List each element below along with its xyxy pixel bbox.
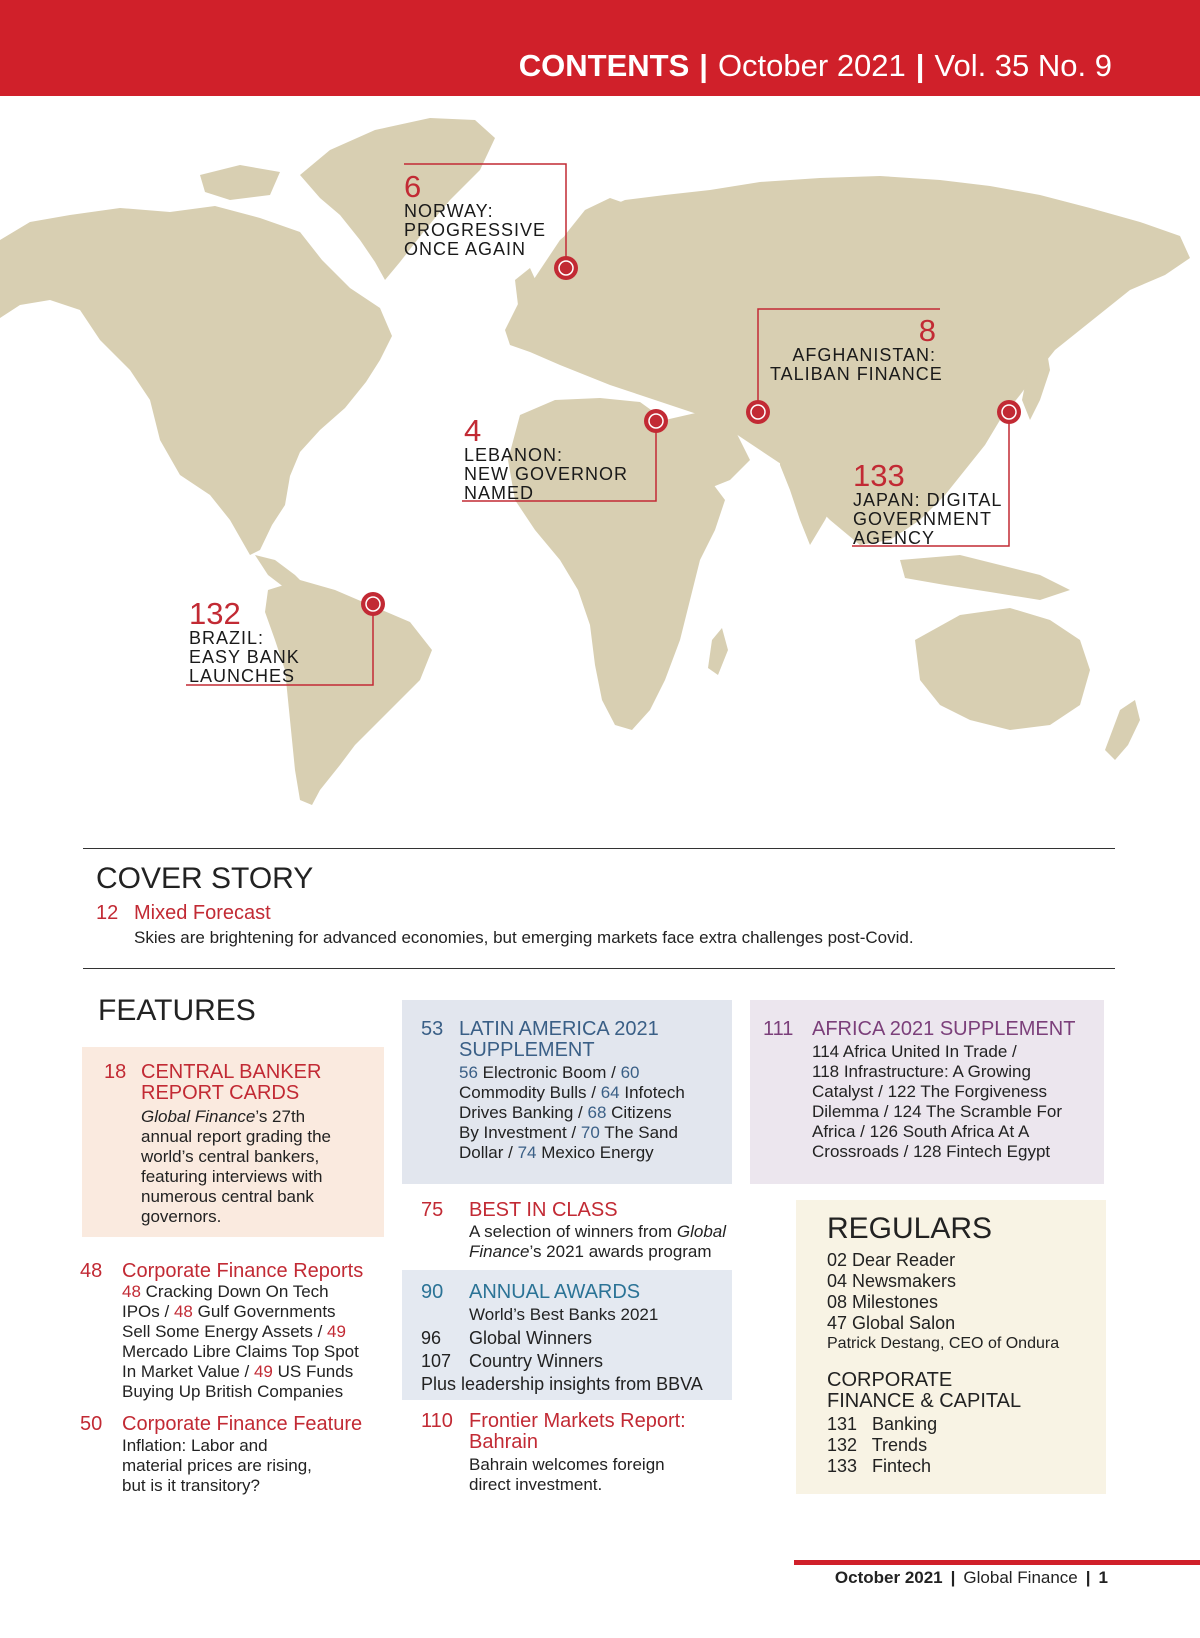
best-in-class-page: 75 — [421, 1199, 444, 1221]
best-in-class-headline[interactable]: BEST IN CLASS — [469, 1199, 618, 1221]
footer-separator: | — [950, 1568, 956, 1587]
marker-afghanistan — [746, 400, 770, 424]
callout-afghanistan[interactable] — [770, 313, 943, 384]
issue-date: October 2021 — [717, 48, 906, 83]
callout-text: NORWAY: PROGRESSIVE ONCE AGAIN — [404, 201, 547, 259]
africa-body: 114 Africa United In Trade / 118 Infrastructure: A Growing Catalyst / 122 The Forgiveness Dilemma / 124 The Scramble For Africa / 126 South Africa At A Crossroads / 128 Fintech Egypt — [812, 1042, 1063, 1161]
central-banker-body — [141, 1107, 381, 1227]
contents-label: CONTENTS — [518, 48, 690, 83]
frontier-page: 110 — [421, 1410, 453, 1432]
body-text: Mercado Libre Claims Top Spot In Market Value / — [122, 1342, 359, 1381]
cover-story-title: COVER STORY — [96, 862, 314, 895]
regular-item-dear-reader[interactable]: 02 Dear Reader — [827, 1250, 956, 1270]
header-separator: | — [915, 48, 925, 83]
header-bar — [0, 0, 1200, 96]
corp-feature-body: Inflation: Labor and material prices are rising, but is it transitory? — [122, 1436, 312, 1495]
corp-reports-headline[interactable]: Corporate Finance Reports — [122, 1260, 364, 1282]
awards-note: Plus leadership insights from BBVA — [421, 1374, 703, 1394]
features-title: FEATURES — [98, 994, 256, 1027]
india-landmass — [780, 440, 845, 545]
corporate-finance-capital-title: CORPORATE FINANCE & CAPITAL — [827, 1369, 1022, 1412]
marker-norway — [554, 256, 578, 280]
awards-global-winners[interactable]: Global Winners — [469, 1328, 593, 1348]
corp-feature-headline[interactable]: Corporate Finance Feature — [122, 1413, 363, 1435]
footer-date: October 2021 — [834, 1568, 943, 1587]
page-ref: 70 — [580, 1123, 600, 1142]
central-banker-headline[interactable]: CENTRAL BANKER REPORT CARDS — [141, 1061, 322, 1104]
madagascar-landmass — [708, 628, 728, 675]
awards-country-winners[interactable]: Country Winners — [469, 1351, 604, 1371]
page-ref: 60 — [620, 1063, 640, 1082]
callout-page-number: 6 — [404, 169, 422, 204]
body-text: Mexico Energy — [536, 1143, 654, 1162]
body-text: ’s 2021 awards program — [529, 1242, 712, 1261]
awards-page: 90 — [421, 1281, 444, 1303]
page-ref: 49 — [253, 1362, 273, 1381]
callout-page-number: 132 — [189, 596, 241, 631]
page-number: 1 — [1098, 1568, 1108, 1587]
body-text: Infotech Drives Banking / — [459, 1083, 685, 1122]
body-text: Citizens By Investment / — [459, 1103, 672, 1142]
frontier-headline[interactable]: Frontier Markets Report: Bahrain — [469, 1410, 686, 1453]
new-zealand-landmass — [1105, 700, 1140, 760]
corp-reports-body — [122, 1282, 392, 1402]
awards-headline[interactable]: ANNUAL AWARDS — [469, 1281, 641, 1303]
africa-headline[interactable]: AFRICA 2021 SUPPLEMENT — [812, 1018, 1076, 1040]
australia-landmass — [915, 608, 1090, 730]
awards-subhead: World’s Best Banks 2021 — [469, 1305, 659, 1324]
cf-item-banking[interactable]: 131 Banking — [827, 1414, 938, 1434]
cover-story-page: 12 — [96, 902, 119, 924]
page-ref: 64 — [600, 1083, 620, 1102]
body-text: A selection of winners from — [469, 1222, 677, 1241]
publication-name: Global Finance — [141, 1107, 256, 1126]
cf-item-fintech[interactable]: 133 Fintech — [827, 1456, 932, 1476]
callout-brazil[interactable] — [189, 596, 300, 686]
callout-japan[interactable] — [853, 458, 1003, 548]
marker-japan — [997, 400, 1021, 424]
latam-body — [459, 1063, 719, 1163]
arctic-islands — [200, 165, 280, 200]
body-text: annual report grading the world’s central bankers, featuring interviews with numerous central bank governors. — [141, 1127, 331, 1226]
callout-page-number: 8 — [918, 313, 936, 348]
section-divider — [83, 848, 1115, 849]
callout-lebanon[interactable] — [464, 413, 629, 503]
callout-text: JAPAN: DIGITAL GOVERNMENT AGENCY — [853, 490, 1003, 548]
footer-separator: | — [1085, 1568, 1091, 1587]
corp-reports-page: 48 — [80, 1260, 103, 1282]
page-ref: 48 — [173, 1302, 193, 1321]
page-ref: 56 — [459, 1063, 478, 1082]
page-ref: 68 — [587, 1103, 607, 1122]
callout-text: LEBANON: NEW GOVERNOR NAMED — [464, 445, 629, 503]
southeast-asia-islands — [900, 555, 1070, 600]
regulars-title: REGULARS — [827, 1212, 993, 1245]
callout-text: BRAZIL: EASY BANK LAUNCHES — [189, 628, 300, 686]
global-salon-note: Patrick Destang, CEO of Ondura — [827, 1335, 1060, 1352]
page-ref: 49 — [327, 1322, 346, 1341]
latam-headline[interactable]: LATIN AMERICA 2021 SUPPLEMENT — [459, 1018, 659, 1061]
page-ref: 74 — [517, 1143, 537, 1162]
awards-global-page: 96 — [421, 1328, 442, 1348]
awards-country-page: 107 — [421, 1351, 452, 1371]
body-text: The Sand Dollar / — [459, 1123, 678, 1162]
callout-norway[interactable] — [404, 169, 547, 259]
callout-page-number: 133 — [853, 458, 905, 493]
marker-lebanon — [644, 409, 668, 433]
body-text: Gulf Governments Sell Some Energy Assets / — [122, 1302, 336, 1341]
north-america-landmass — [0, 206, 392, 555]
header-title — [519, 48, 1112, 84]
corp-feature-page: 50 — [80, 1413, 103, 1435]
frontier-body: Bahrain welcomes foreign direct investment. — [469, 1455, 665, 1494]
body-text: ’s 27th — [255, 1107, 306, 1126]
latam-page: 53 — [421, 1018, 444, 1040]
body-text: US Funds Buying Up British Companies — [122, 1362, 354, 1401]
cover-story-headline[interactable]: Mixed Forecast — [134, 902, 271, 924]
cover-story-deck: Skies are brightening for advanced economies, but emerging markets face extra challenges post-Covid. — [134, 928, 914, 947]
body-text: Cracking Down On Tech IPOs / — [122, 1282, 329, 1321]
marker-brazil — [361, 592, 385, 616]
footer-accent-bar — [794, 1560, 1200, 1565]
body-text: Electronic Boom / — [477, 1063, 621, 1082]
regular-item-milestones[interactable]: 08 Milestones — [827, 1292, 939, 1312]
best-in-class-body — [469, 1222, 749, 1262]
cf-item-trends[interactable]: 132 Trends — [827, 1435, 928, 1455]
callout-page-number: 4 — [464, 413, 482, 448]
central-banker-page: 18 — [104, 1061, 127, 1083]
regular-item-newsmakers[interactable]: 04 Newsmakers — [827, 1271, 957, 1291]
footer-publication: Global Finance — [963, 1568, 1078, 1587]
callout-text: AFGHANISTAN: TALIBAN FINANCE — [770, 345, 943, 384]
header-separator: | — [699, 48, 708, 83]
issue-volume: Vol. 35 No. 9 — [934, 48, 1112, 83]
africa-page: 111 — [763, 1018, 794, 1040]
footer — [835, 1568, 1108, 1588]
publication-name: Finance — [469, 1242, 530, 1261]
section-divider — [83, 968, 1115, 969]
publication-name: Global — [676, 1222, 727, 1241]
page-ref: 48 — [122, 1282, 141, 1301]
body-text: Commodity Bulls / — [459, 1083, 596, 1102]
regular-item-global-salon[interactable]: 47 Global Salon — [827, 1313, 956, 1333]
